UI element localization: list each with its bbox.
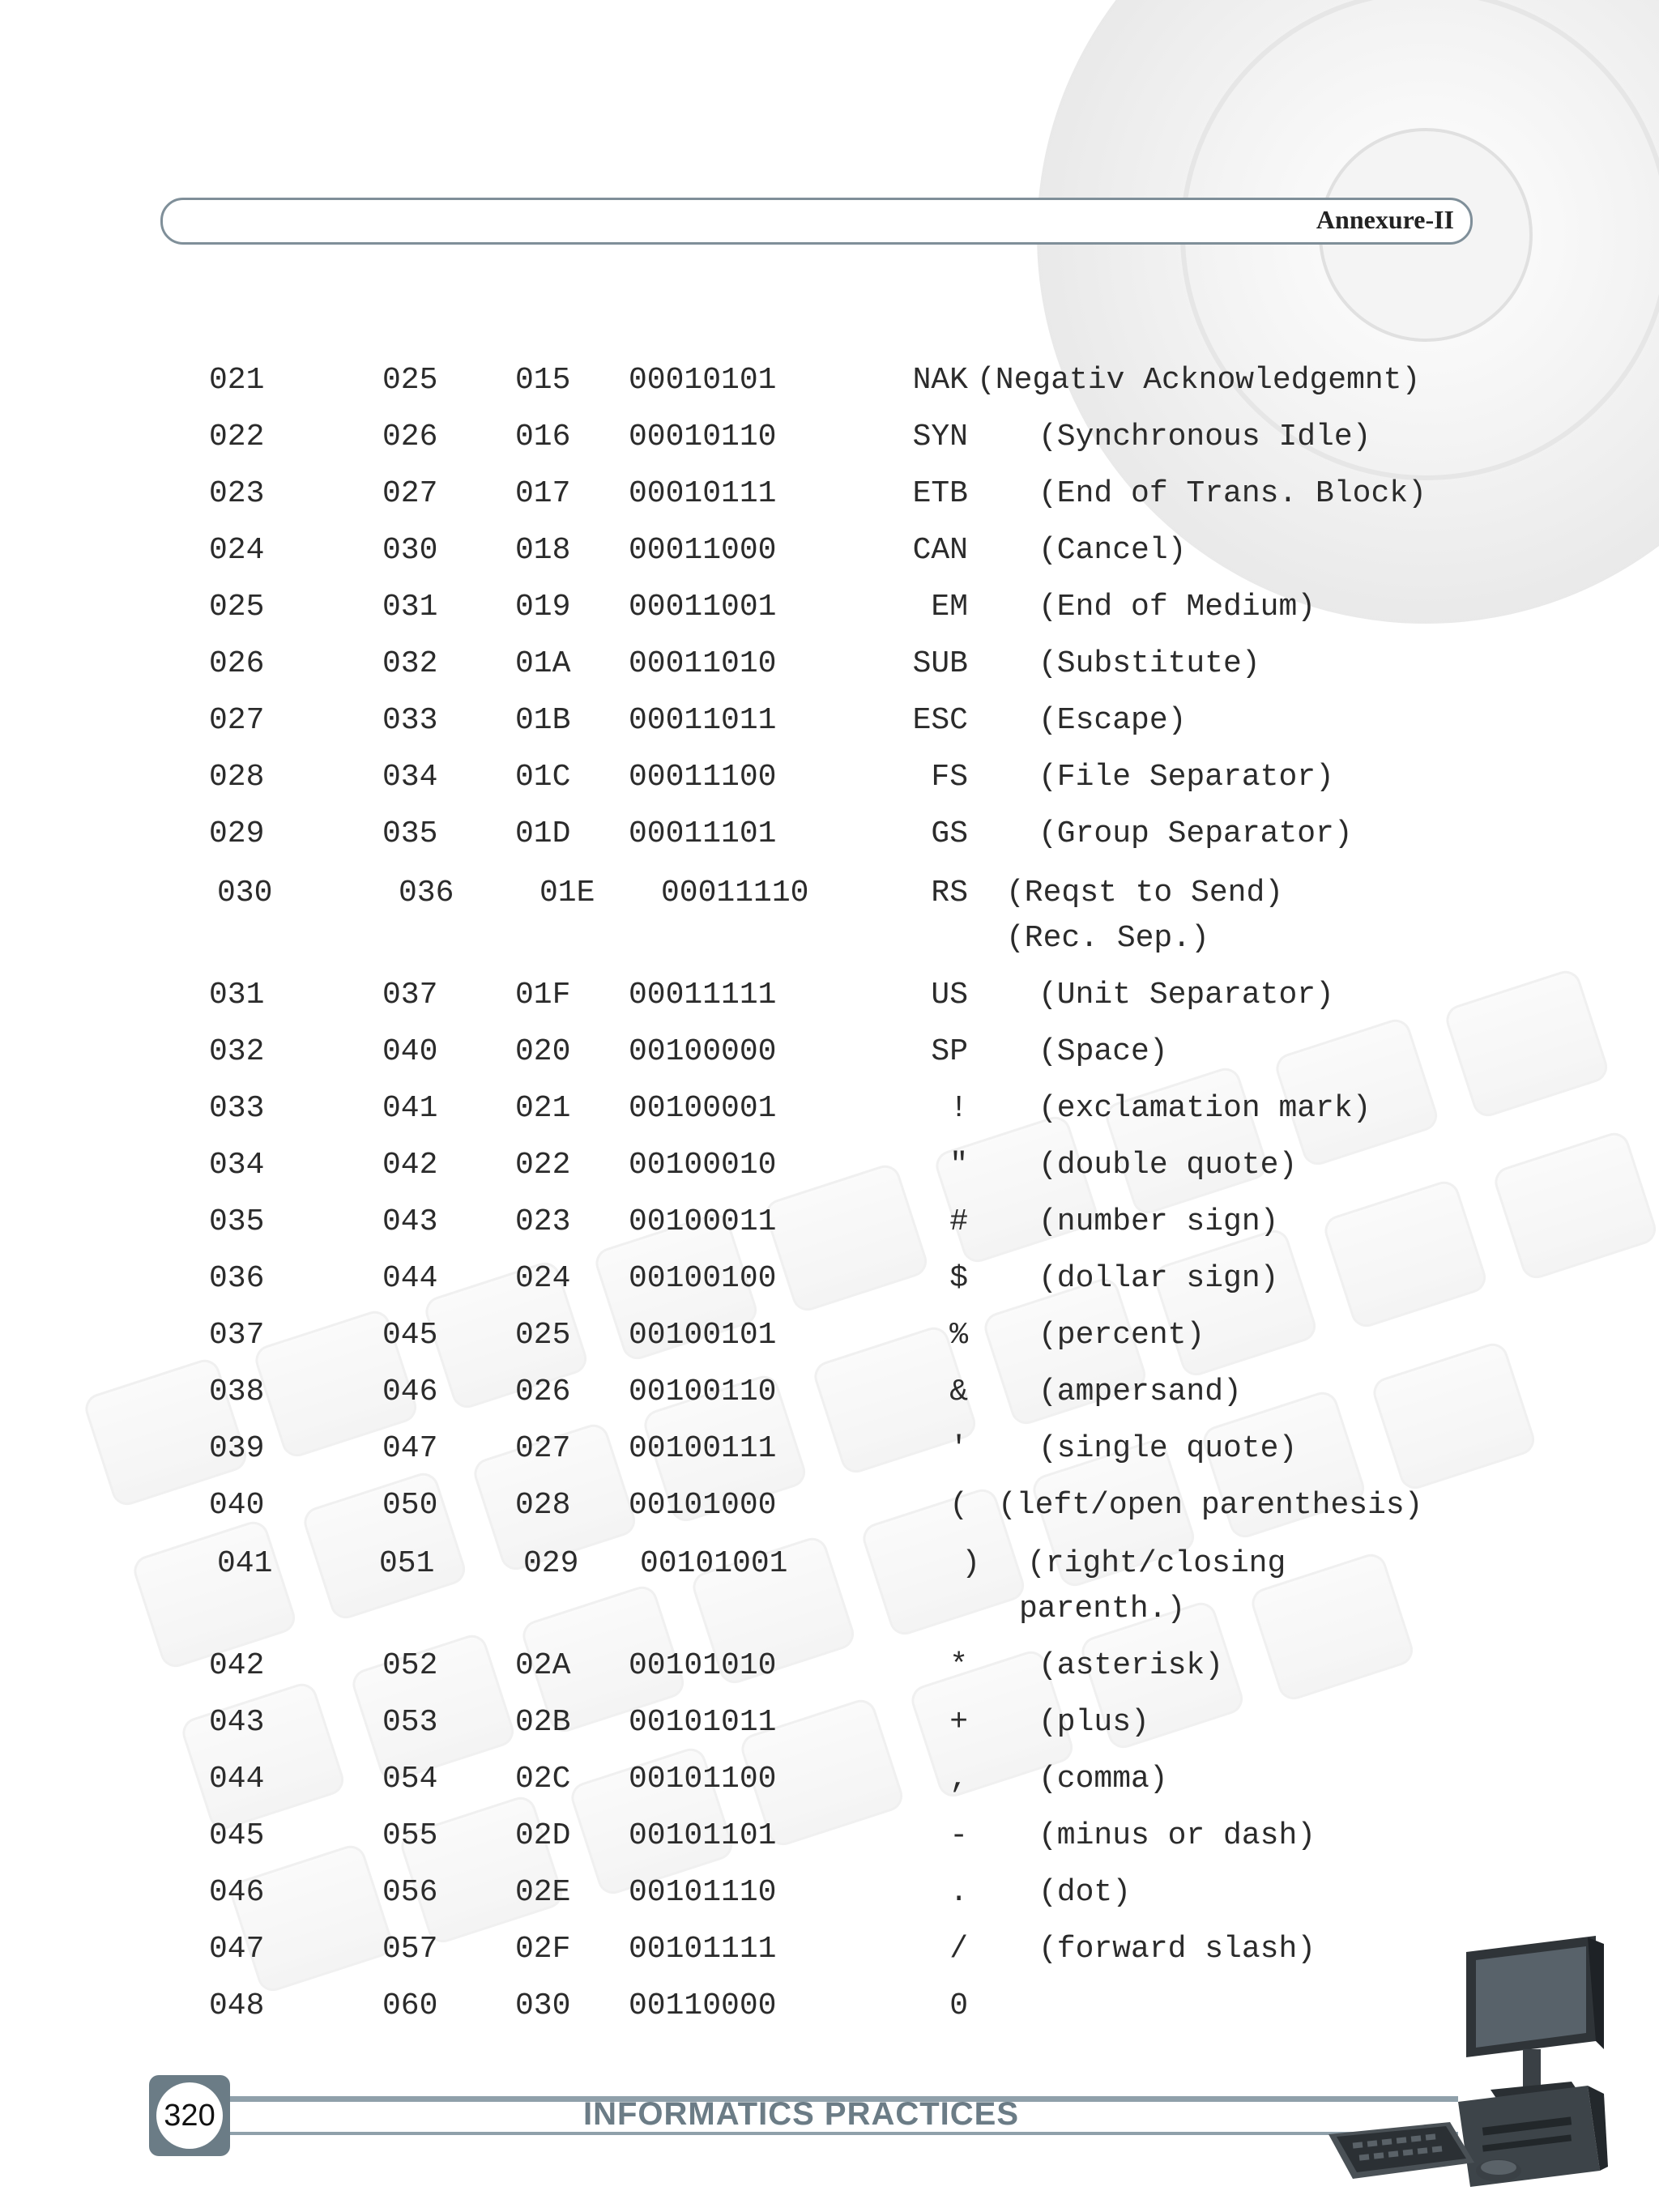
octal-cell: 040 [382,1034,438,1069]
hex-cell: 029 [523,1546,579,1581]
hex-cell: 022 [515,1148,571,1183]
binary-cell: 00011101 [629,816,777,851]
binary-cell: 00100011 [629,1204,777,1239]
octal-cell: 035 [382,816,438,851]
symbol-cell: ' [949,1431,968,1466]
hex-cell: 024 [515,1261,571,1296]
binary-cell: 00101101 [629,1818,777,1853]
table-row [0,1307,1659,1364]
description-cell: (number sign) [1038,1204,1279,1239]
octal-cell: 032 [382,646,438,681]
decimal-cell: 029 [209,816,265,851]
symbol-cell: / [949,1932,968,1967]
description-cell: (File Separator) [1038,760,1334,795]
binary-cell: 00100101 [629,1318,777,1353]
table-row [0,1808,1659,1865]
decimal-cell: 045 [209,1818,265,1853]
table-row [0,1751,1659,1808]
octal-cell: 057 [382,1932,438,1967]
hex-cell: 01D [515,816,571,851]
hex-cell: 025 [515,1318,571,1353]
description-cell: (dot) [1038,1875,1132,1910]
octal-cell: 047 [382,1431,438,1466]
description-cell: (Group Separator) [1038,816,1353,851]
decimal-cell: 024 [209,533,265,568]
decimal-cell: 023 [209,476,265,511]
hex-cell: 027 [515,1431,571,1466]
hex-cell: 023 [515,1204,571,1239]
decimal-cell: 047 [209,1932,265,1967]
decimal-cell: 044 [209,1762,265,1796]
symbol-cell: SUB [912,646,968,681]
binary-cell: 00110000 [629,1988,777,2023]
desktop-computer-icon [1320,1928,1612,2195]
octal-cell: 046 [382,1375,438,1409]
octal-cell: 031 [382,590,438,624]
symbol-cell: 0 [949,1988,968,2023]
table-row [0,1080,1659,1137]
octal-cell: 036 [399,876,454,910]
octal-cell: 025 [382,363,438,398]
description-cell: (minus or dash) [1038,1818,1316,1853]
binary-cell: 00101001 [640,1546,788,1581]
symbol-cell: SYN [912,420,968,454]
description-cell: (left/open parenthesis) [998,1488,1423,1523]
table-row [0,522,1659,579]
decimal-cell: 048 [209,1988,265,2023]
decimal-cell: 041 [217,1546,273,1581]
decimal-cell: 040 [209,1488,265,1523]
binary-cell: 00011110 [661,876,809,910]
binary-cell: 00011111 [629,978,777,1012]
section-title: Annexure-II [1316,205,1454,234]
table-row [0,749,1659,806]
description-cell: (percent) [1038,1318,1205,1353]
binary-cell: 00011100 [629,760,777,795]
hex-cell: 02F [515,1932,571,1967]
decimal-cell: 030 [217,876,273,910]
binary-cell: 00100100 [629,1261,777,1296]
symbol-cell: - [949,1818,968,1853]
table-row [0,1137,1659,1194]
table-row [0,352,1659,409]
octal-cell: 053 [382,1705,438,1740]
page-number: 320 [156,2082,223,2149]
table-row [0,1364,1659,1421]
octal-cell: 054 [382,1762,438,1796]
description-cell: (single quote) [1038,1431,1298,1466]
hex-cell: 017 [515,476,571,511]
page-number-badge [149,2075,230,2156]
binary-cell: 00011001 [629,590,777,624]
symbol-cell: & [949,1375,968,1409]
decimal-cell: 036 [209,1261,265,1296]
table-row [0,1536,1659,1638]
octal-cell: 045 [382,1318,438,1353]
decimal-cell: 022 [209,420,265,454]
symbol-cell: " [949,1148,968,1183]
decimal-cell: 031 [209,978,265,1012]
hex-cell: 028 [515,1488,571,1523]
hex-cell: 015 [515,363,571,398]
header-bar [160,198,1473,245]
table-row [0,693,1659,749]
table-row [0,1477,1659,1534]
binary-cell: 00011011 [629,703,777,738]
description-cell: (Cancel) [1038,533,1187,568]
binary-cell: 00101110 [629,1875,777,1910]
octal-cell: 050 [382,1488,438,1523]
binary-cell: 00100111 [629,1431,777,1466]
symbol-cell: GS [931,816,968,851]
description-cell: (right/closing [1027,1546,1286,1581]
description-cell: (ampersand) [1038,1375,1242,1409]
binary-cell: 00010111 [629,476,777,511]
hex-cell: 019 [515,590,571,624]
hex-cell: 02E [515,1875,571,1910]
hex-cell: 02A [515,1648,571,1683]
octal-cell: 030 [382,533,438,568]
description-cell: (Unit Separator) [1038,978,1334,1012]
binary-cell: 00100110 [629,1375,777,1409]
hex-cell: 020 [515,1034,571,1069]
symbol-cell: FS [931,760,968,795]
binary-cell: 00100000 [629,1034,777,1069]
hex-cell: 026 [515,1375,571,1409]
table-row [0,1194,1659,1251]
symbol-cell: ) [962,1546,980,1581]
decimal-cell: 037 [209,1318,265,1353]
description-cell: (Negativ Acknowledgemnt) [977,363,1421,398]
octal-cell: 041 [382,1091,438,1126]
description-cell: (Substitute) [1038,646,1260,681]
decimal-cell: 042 [209,1648,265,1683]
octal-cell: 033 [382,703,438,738]
octal-cell: 044 [382,1261,438,1296]
hex-cell: 01E [539,876,595,910]
octal-cell: 052 [382,1648,438,1683]
octal-cell: 055 [382,1818,438,1853]
decimal-cell: 028 [209,760,265,795]
symbol-cell: CAN [912,533,968,568]
binary-cell: 00010110 [629,420,777,454]
description-cell: (forward slash) [1038,1932,1316,1967]
decimal-cell: 039 [209,1431,265,1466]
description-cell: (exclamation mark) [1038,1091,1371,1126]
description-cell: (Reqst to Send) [1006,876,1284,910]
binary-cell: 00010101 [629,363,777,398]
decimal-cell: 026 [209,646,265,681]
symbol-cell: EM [931,590,968,624]
decimal-cell: 033 [209,1091,265,1126]
description-cell: (asterisk) [1038,1648,1224,1683]
description-cell: (End of Medium) [1038,590,1316,624]
binary-cell: 00011010 [629,646,777,681]
symbol-cell: ETB [912,476,968,511]
decimal-cell: 021 [209,363,265,398]
decimal-cell: 043 [209,1705,265,1740]
hex-cell: 01C [515,760,571,795]
hex-cell: 01B [515,703,571,738]
decimal-cell: 034 [209,1148,265,1183]
symbol-cell: % [949,1318,968,1353]
octal-cell: 037 [382,978,438,1012]
binary-cell: 00101010 [629,1648,777,1683]
octal-cell: 060 [382,1988,438,2023]
symbol-cell: RS [931,876,968,910]
decimal-cell: 038 [209,1375,265,1409]
table-row [0,967,1659,1024]
octal-cell: 043 [382,1204,438,1239]
decimal-cell: 025 [209,590,265,624]
table-row [0,806,1659,863]
table-row [0,1694,1659,1751]
table-row [0,466,1659,522]
table-row [0,1251,1659,1307]
decimal-cell: 032 [209,1034,265,1069]
description-cell: (Escape) [1038,703,1187,738]
binary-cell: 00101011 [629,1705,777,1740]
symbol-cell: . [949,1875,968,1910]
description-cell: (comma) [1038,1762,1168,1796]
hex-cell: 02D [515,1818,571,1853]
binary-cell: 00101111 [629,1932,777,1967]
hex-cell: 02C [515,1762,571,1796]
hex-cell: 01F [515,978,571,1012]
description-cell: (plus) [1038,1705,1149,1740]
symbol-cell: NAK [912,363,968,398]
decimal-cell: 046 [209,1875,265,1910]
table-row [0,865,1659,967]
table-row [0,1024,1659,1080]
description-cell: (dollar sign) [1038,1261,1279,1296]
description-cell: (Synchronous Idle) [1038,420,1371,454]
table-row [0,1421,1659,1477]
symbol-cell: + [949,1705,968,1740]
binary-cell: 00100010 [629,1148,777,1183]
octal-cell: 042 [382,1148,438,1183]
decimal-cell: 027 [209,703,265,738]
symbol-cell: * [949,1648,968,1683]
binary-cell: 00011000 [629,533,777,568]
octal-cell: 027 [382,476,438,511]
binary-cell: 00101100 [629,1762,777,1796]
symbol-cell: ( [949,1488,968,1523]
table-row [0,1865,1659,1921]
hex-cell: 018 [515,533,571,568]
symbol-cell: ! [949,1091,968,1126]
table-row [0,636,1659,693]
hex-cell: 030 [515,1988,571,2023]
binary-cell: 00100001 [629,1091,777,1126]
symbol-cell: ESC [912,703,968,738]
symbol-cell: SP [931,1034,968,1069]
table-row [0,579,1659,636]
octal-cell: 056 [382,1875,438,1910]
decimal-cell: 035 [209,1204,265,1239]
hex-cell: 016 [515,420,571,454]
description-cell: (Space) [1038,1034,1168,1069]
octal-cell: 026 [382,420,438,454]
hex-cell: 021 [515,1091,571,1126]
description-continuation: parenth.) [1019,1592,1186,1626]
binary-cell: 00101000 [629,1488,777,1523]
description-continuation: (Rec. Sep.) [1006,921,1209,956]
octal-cell: 051 [379,1546,435,1581]
symbol-cell: $ [949,1261,968,1296]
description-cell: (End of Trans. Block) [1038,476,1427,511]
octal-cell: 034 [382,760,438,795]
symbol-cell: , [949,1762,968,1796]
symbol-cell: US [931,978,968,1012]
hex-cell: 02B [515,1705,571,1740]
table-row [0,1638,1659,1694]
description-cell: (double quote) [1038,1148,1298,1183]
hex-cell: 01A [515,646,571,681]
footer-title: INFORMATICS PRACTICES [583,2096,1020,2132]
symbol-cell: # [949,1204,968,1239]
table-row [0,409,1659,466]
